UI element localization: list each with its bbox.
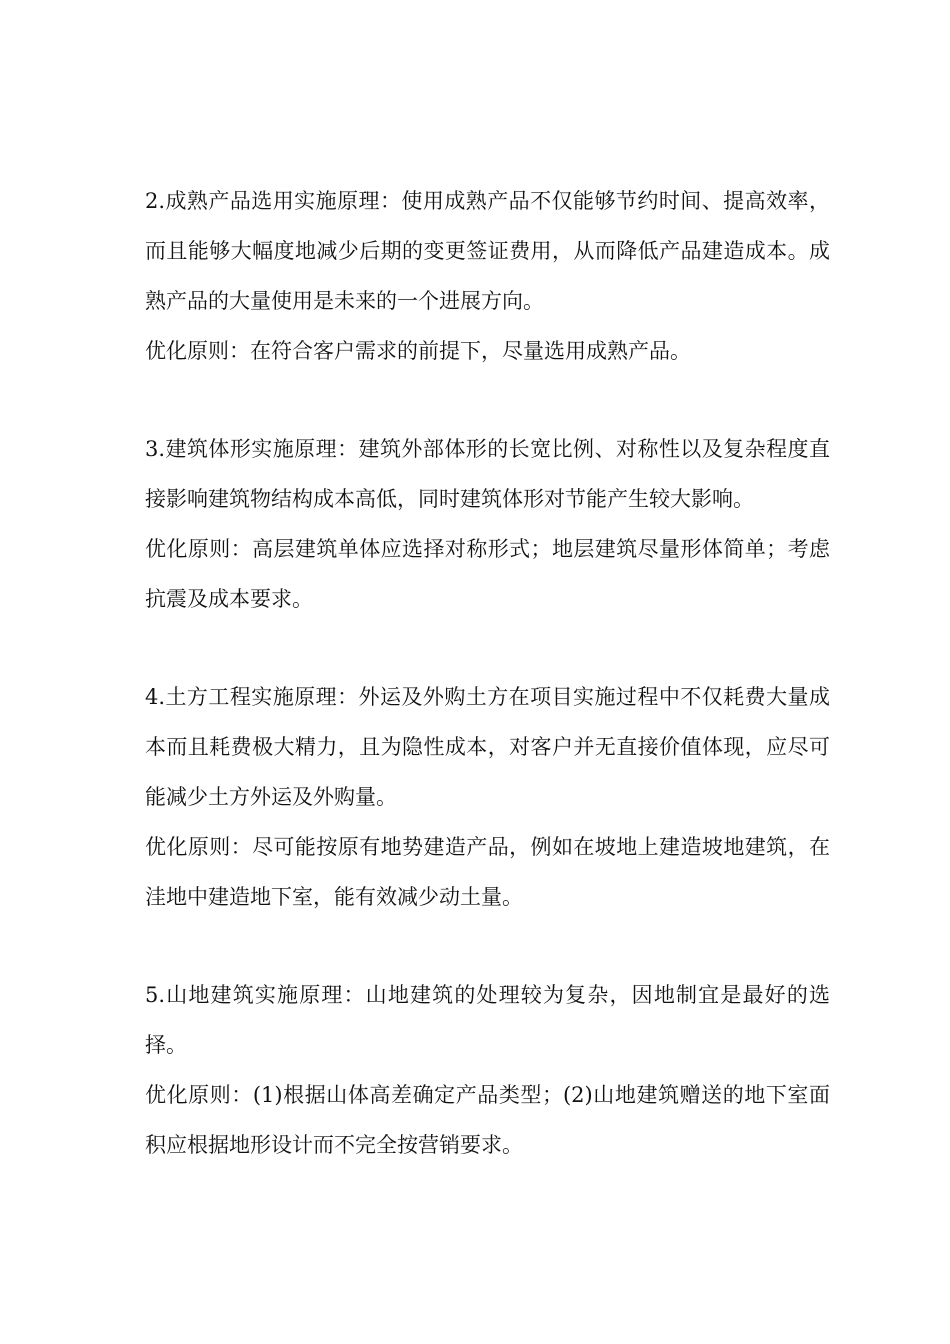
document-body (145, 176, 830, 1218)
section-mountain-building (145, 970, 830, 1170)
optimization-paragraph: 优化原则：尽可能按原有地势建造产品，例如在坡地上建造坡地建筑，在洼地中建造地下室，能有效减少动土量。 (145, 835, 830, 909)
optimization-paragraph: 优化原则：在符合客户需求的前提下，尽量选用成熟产品。 (145, 339, 691, 363)
principle-paragraph: 4.土方工程实施原理：外运及外购土方在项目实施过程中不仅耗费大量成本而且耗费极大精力，且为隐性成本，对客户并无直接价值体现，应尽可能减少土方外运及外购量。 (145, 685, 830, 809)
section-building-shape (145, 424, 830, 624)
principle-paragraph: 2.成熟产品选用实施原理：使用成熟产品不仅能够节约时间、提高效率，而且能够大幅度地减少后期的变更签证费用，从而降低产品建造成本。成熟产品的大量使用是未来的一个进展方向。 (145, 189, 830, 313)
principle-paragraph: 5.山地建筑实施原理：山地建筑的处理较为复杂，因地制宜是最好的选择。 (145, 983, 830, 1057)
principle-paragraph: 3.建筑体形实施原理：建筑外部体形的长宽比例、对称性以及复杂程度直接影响建筑物结构成本高低，同时建筑体形对节能产生较大影响。 (145, 437, 830, 511)
optimization-paragraph: 优化原则：(1)根据山体高差确定产品类型；(2)山地建筑赠送的地下室面积应根据地形设计而不完全按营销要求。 (145, 1083, 830, 1157)
section-earthwork (145, 672, 830, 922)
section-mature-products (145, 176, 830, 376)
optimization-paragraph: 优化原则：高层建筑单体应选择对称形式；地层建筑尽量形体简单；考虑抗震及成本要求。 (145, 537, 830, 611)
